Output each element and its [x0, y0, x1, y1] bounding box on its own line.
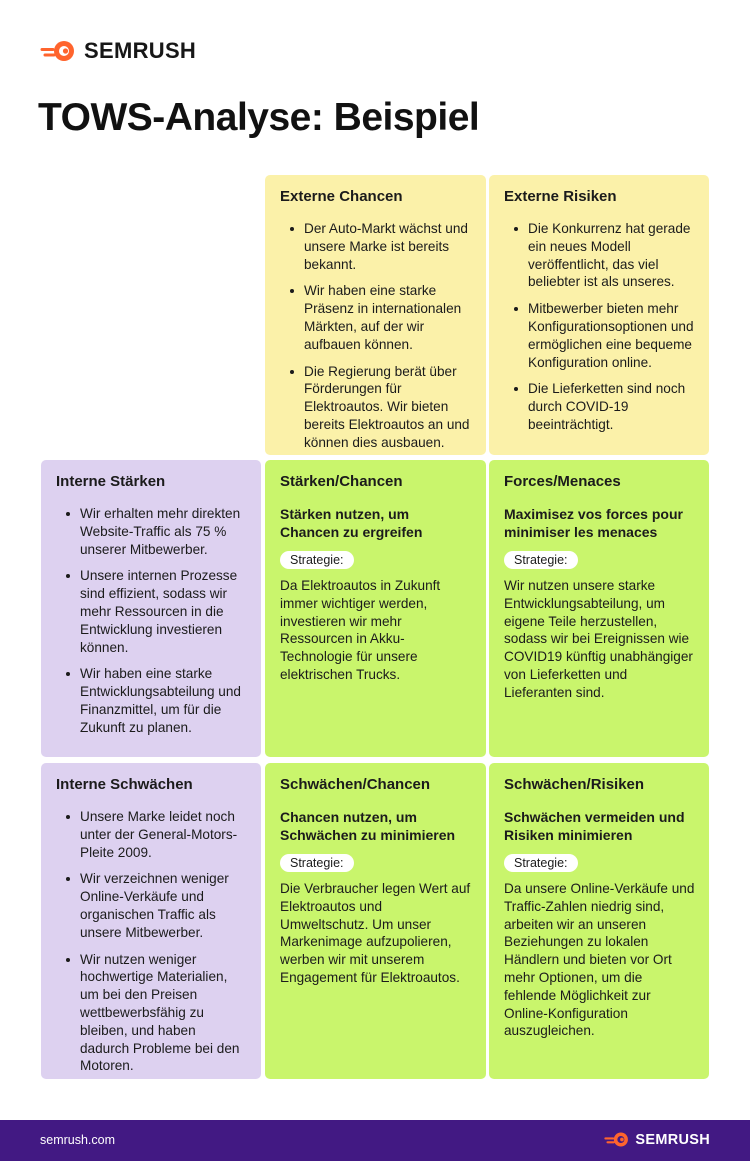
- brand-name: SEMRUSH: [84, 38, 197, 63]
- card-heading: Stärken/Chancen: [280, 473, 403, 490]
- card-heading: Externe Risiken: [504, 188, 617, 205]
- weaknesses-opportunities-card: [265, 763, 486, 1079]
- footer-semrush-logo[interactable]: [604, 1131, 710, 1148]
- card-subtitle: Maximisez vos forces pour minimiser les menaces: [504, 506, 683, 540]
- list-item: Die Regierung berät über Förderungen für Elektroautos. Wir bieten bereits Elektroautos an und können dies ausbauen.: [290, 363, 472, 452]
- card-heading: Schwächen/Chancen: [280, 776, 431, 793]
- card-heading: Forces/Menaces: [504, 473, 621, 490]
- list-item: Die Konkurrenz hat gerade ein neues Modell veröffentlicht, das viel beliebter ist als unseres.: [514, 220, 695, 291]
- footer-bar: [0, 1120, 750, 1161]
- card-heading: Interne Schwächen: [56, 776, 193, 793]
- strategy-badge: Strategie:: [504, 854, 578, 872]
- strategy-text: Da unsere Online-Verkäufe und Traffic-Zahlen niedrig sind, arbeiten wir an unseren Beziehungen zu lokalen Händlern und bieten vor Ort mehr Optionen, um die fehlende Möglichkeit zur Online-Konfiguration auszugleichen.: [504, 881, 695, 1039]
- card-subtitle: Schwächen vermeiden und Risiken minimieren: [504, 809, 685, 843]
- page-title: TOWS-Analyse: Beispiel: [38, 96, 480, 139]
- external-threats-card: [489, 175, 709, 455]
- footer-url-link[interactable]: semrush.com: [40, 1133, 116, 1147]
- card-heading: Externe Chancen: [280, 188, 403, 205]
- list-item: Wir erhalten mehr direkten Website-Traffic als 75 % unserer Mitbewerber.: [66, 505, 247, 558]
- list-item: Die Lieferketten sind noch durch COVID-19 beeinträchtigt.: [514, 380, 695, 433]
- external-opportunities-card: [265, 175, 486, 455]
- list-item: Der Auto-Markt wächst und unsere Marke ist bereits bekannt.: [290, 220, 472, 273]
- card-subtitle: Chancen nutzen, um Schwächen zu minimieren: [280, 809, 456, 843]
- semrush-logo[interactable]: [40, 38, 196, 64]
- strengths-opportunities-card: [265, 460, 486, 757]
- card-heading: Interne Stärken: [56, 473, 166, 490]
- bullet-list: [280, 220, 472, 452]
- strategy-text: Die Verbraucher legen Wert auf Elektroautos und Umweltschutz. Um unser Markenimage aufzupolieren, werben wir mit unserem Engagement für Elektroautos.: [280, 881, 471, 985]
- strategy-text: Wir nutzen unsere starke Entwicklungsabteilung, um eigene Teile herzustellen, sodass wir bei Ereignissen wie COVID19 künftig unabhängiger von Lieferketten und Lieferanten sind.: [504, 578, 693, 700]
- internal-weaknesses-card: [41, 763, 261, 1079]
- strategy-badge: Strategie:: [280, 551, 354, 569]
- semrush-fireball-icon: [604, 1131, 630, 1148]
- strategy-text: Da Elektroautos in Zukunft immer wichtiger werden, investieren wir mehr Ressourcen in Akku-Technologie für unsere elektrischen Trucks.: [280, 578, 441, 682]
- list-item: Wir haben eine starke Präsenz in internationalen Märkten, auf der wir aufbauen können.: [290, 282, 472, 353]
- internal-strengths-card: [41, 460, 261, 757]
- list-item: Unsere Marke leidet noch unter der General-Motors-Pleite 2009.: [66, 808, 247, 861]
- card-heading: Schwächen/Risiken: [504, 776, 645, 793]
- semrush-fireball-icon: [40, 39, 77, 63]
- bullet-list: [56, 808, 247, 1075]
- strengths-threats-card: [489, 460, 709, 757]
- list-item: Mitbewerber bieten mehr Konfigurationsoptionen und ermöglichen eine bequeme Konfiguration online.: [514, 300, 695, 371]
- list-item: Unsere internen Prozesse sind effizient, sodass wir mehr Ressourcen in die Entwicklung investieren können.: [66, 567, 247, 656]
- list-item: Wir nutzen weniger hochwertige Materialien, um bei den Preisen wettbewerbsfähig zu bleiben, und haben dadurch Probleme bei den Motoren.: [66, 951, 247, 1076]
- bullet-list: [56, 505, 247, 737]
- weaknesses-threats-card: [489, 763, 709, 1079]
- card-subtitle: Stärken nutzen, um Chancen zu ergreifen: [280, 506, 423, 540]
- list-item: Wir verzeichnen weniger Online-Verkäufe und organischen Traffic als unsere Mitbewerber.: [66, 870, 247, 941]
- brand-name: SEMRUSH: [635, 1131, 710, 1148]
- strategy-badge: Strategie:: [504, 551, 578, 569]
- bullet-list: [504, 220, 695, 434]
- list-item: Wir haben eine starke Entwicklungsabteilung und Finanzmittel, um für die Zukunft zu planen.: [66, 665, 247, 736]
- strategy-badge: Strategie:: [280, 854, 354, 872]
